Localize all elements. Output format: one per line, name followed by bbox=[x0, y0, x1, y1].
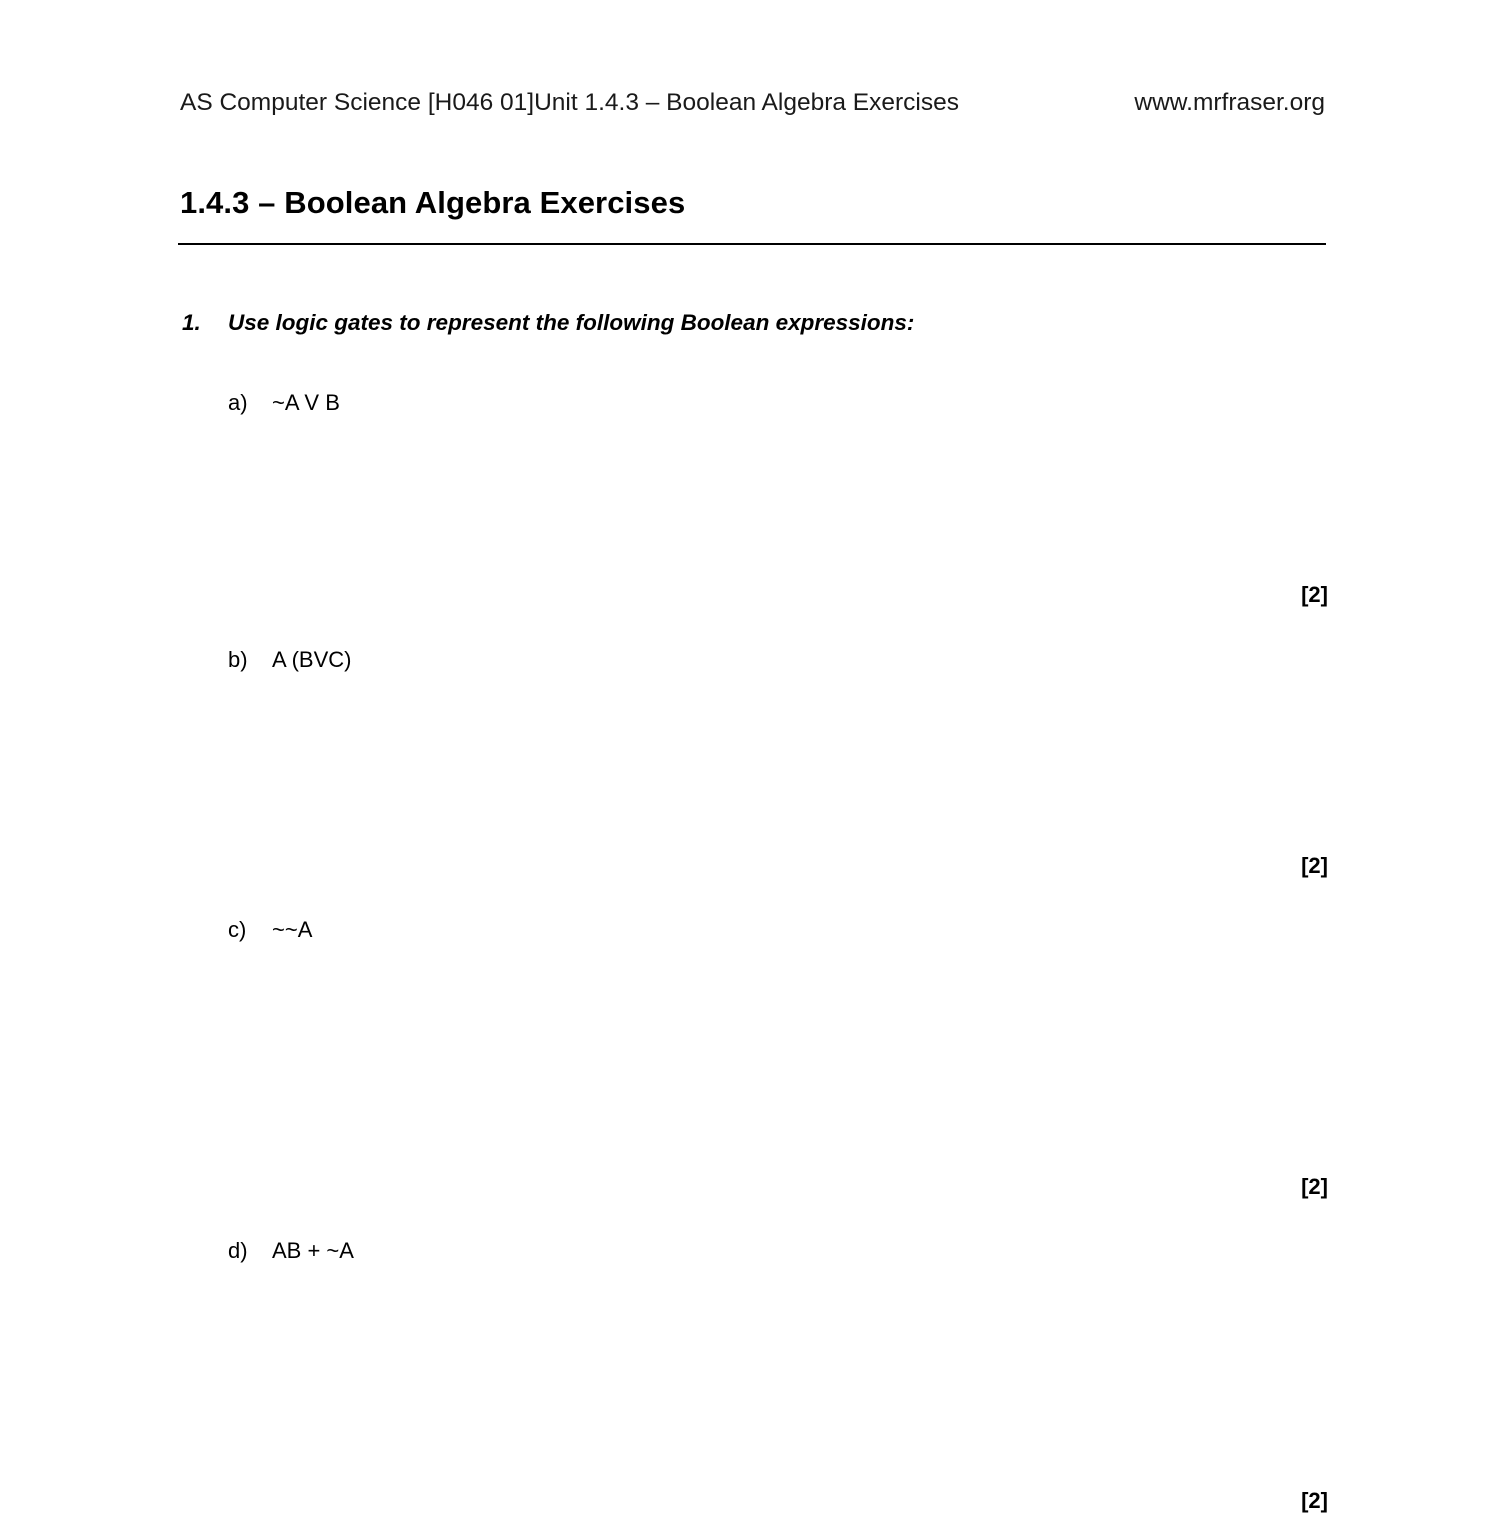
part-marks-c: [2] bbox=[1301, 1174, 1328, 1199]
answer-space-b bbox=[228, 682, 1318, 837]
header-course-title: AS Computer Science [H046 01]Unit 1.4.3 – Boolean Algebra Exercises bbox=[180, 89, 959, 116]
part-marks-a: [2] bbox=[1301, 582, 1328, 607]
part-marks-b: [2] bbox=[1301, 853, 1328, 878]
part-label-b: b) bbox=[228, 647, 248, 672]
answer-space-c bbox=[228, 952, 1318, 1167]
part-expression-d: AB + ~A bbox=[272, 1238, 354, 1263]
header-website: www.mrfraser.org bbox=[1134, 89, 1325, 116]
title-divider bbox=[178, 243, 1326, 245]
answer-space-d bbox=[228, 1273, 1318, 1473]
page-title: 1.4.3 – Boolean Algebra Exercises bbox=[180, 185, 686, 220]
part-expression-c: ~~A bbox=[272, 917, 313, 942]
part-expression-b: A (BVC) bbox=[272, 647, 352, 672]
part-label-d: d) bbox=[228, 1238, 248, 1263]
answer-space-a bbox=[228, 425, 1318, 580]
part-label-a: a) bbox=[228, 390, 248, 415]
page-header bbox=[180, 88, 1325, 117]
question-number: 1. bbox=[182, 310, 201, 335]
part-label-c: c) bbox=[228, 917, 247, 942]
part-expression-a: ~A V B bbox=[272, 390, 340, 415]
question-text: Use logic gates to represent the following Boolean expressions: bbox=[228, 310, 915, 335]
part-marks-d: [2] bbox=[1301, 1488, 1328, 1513]
